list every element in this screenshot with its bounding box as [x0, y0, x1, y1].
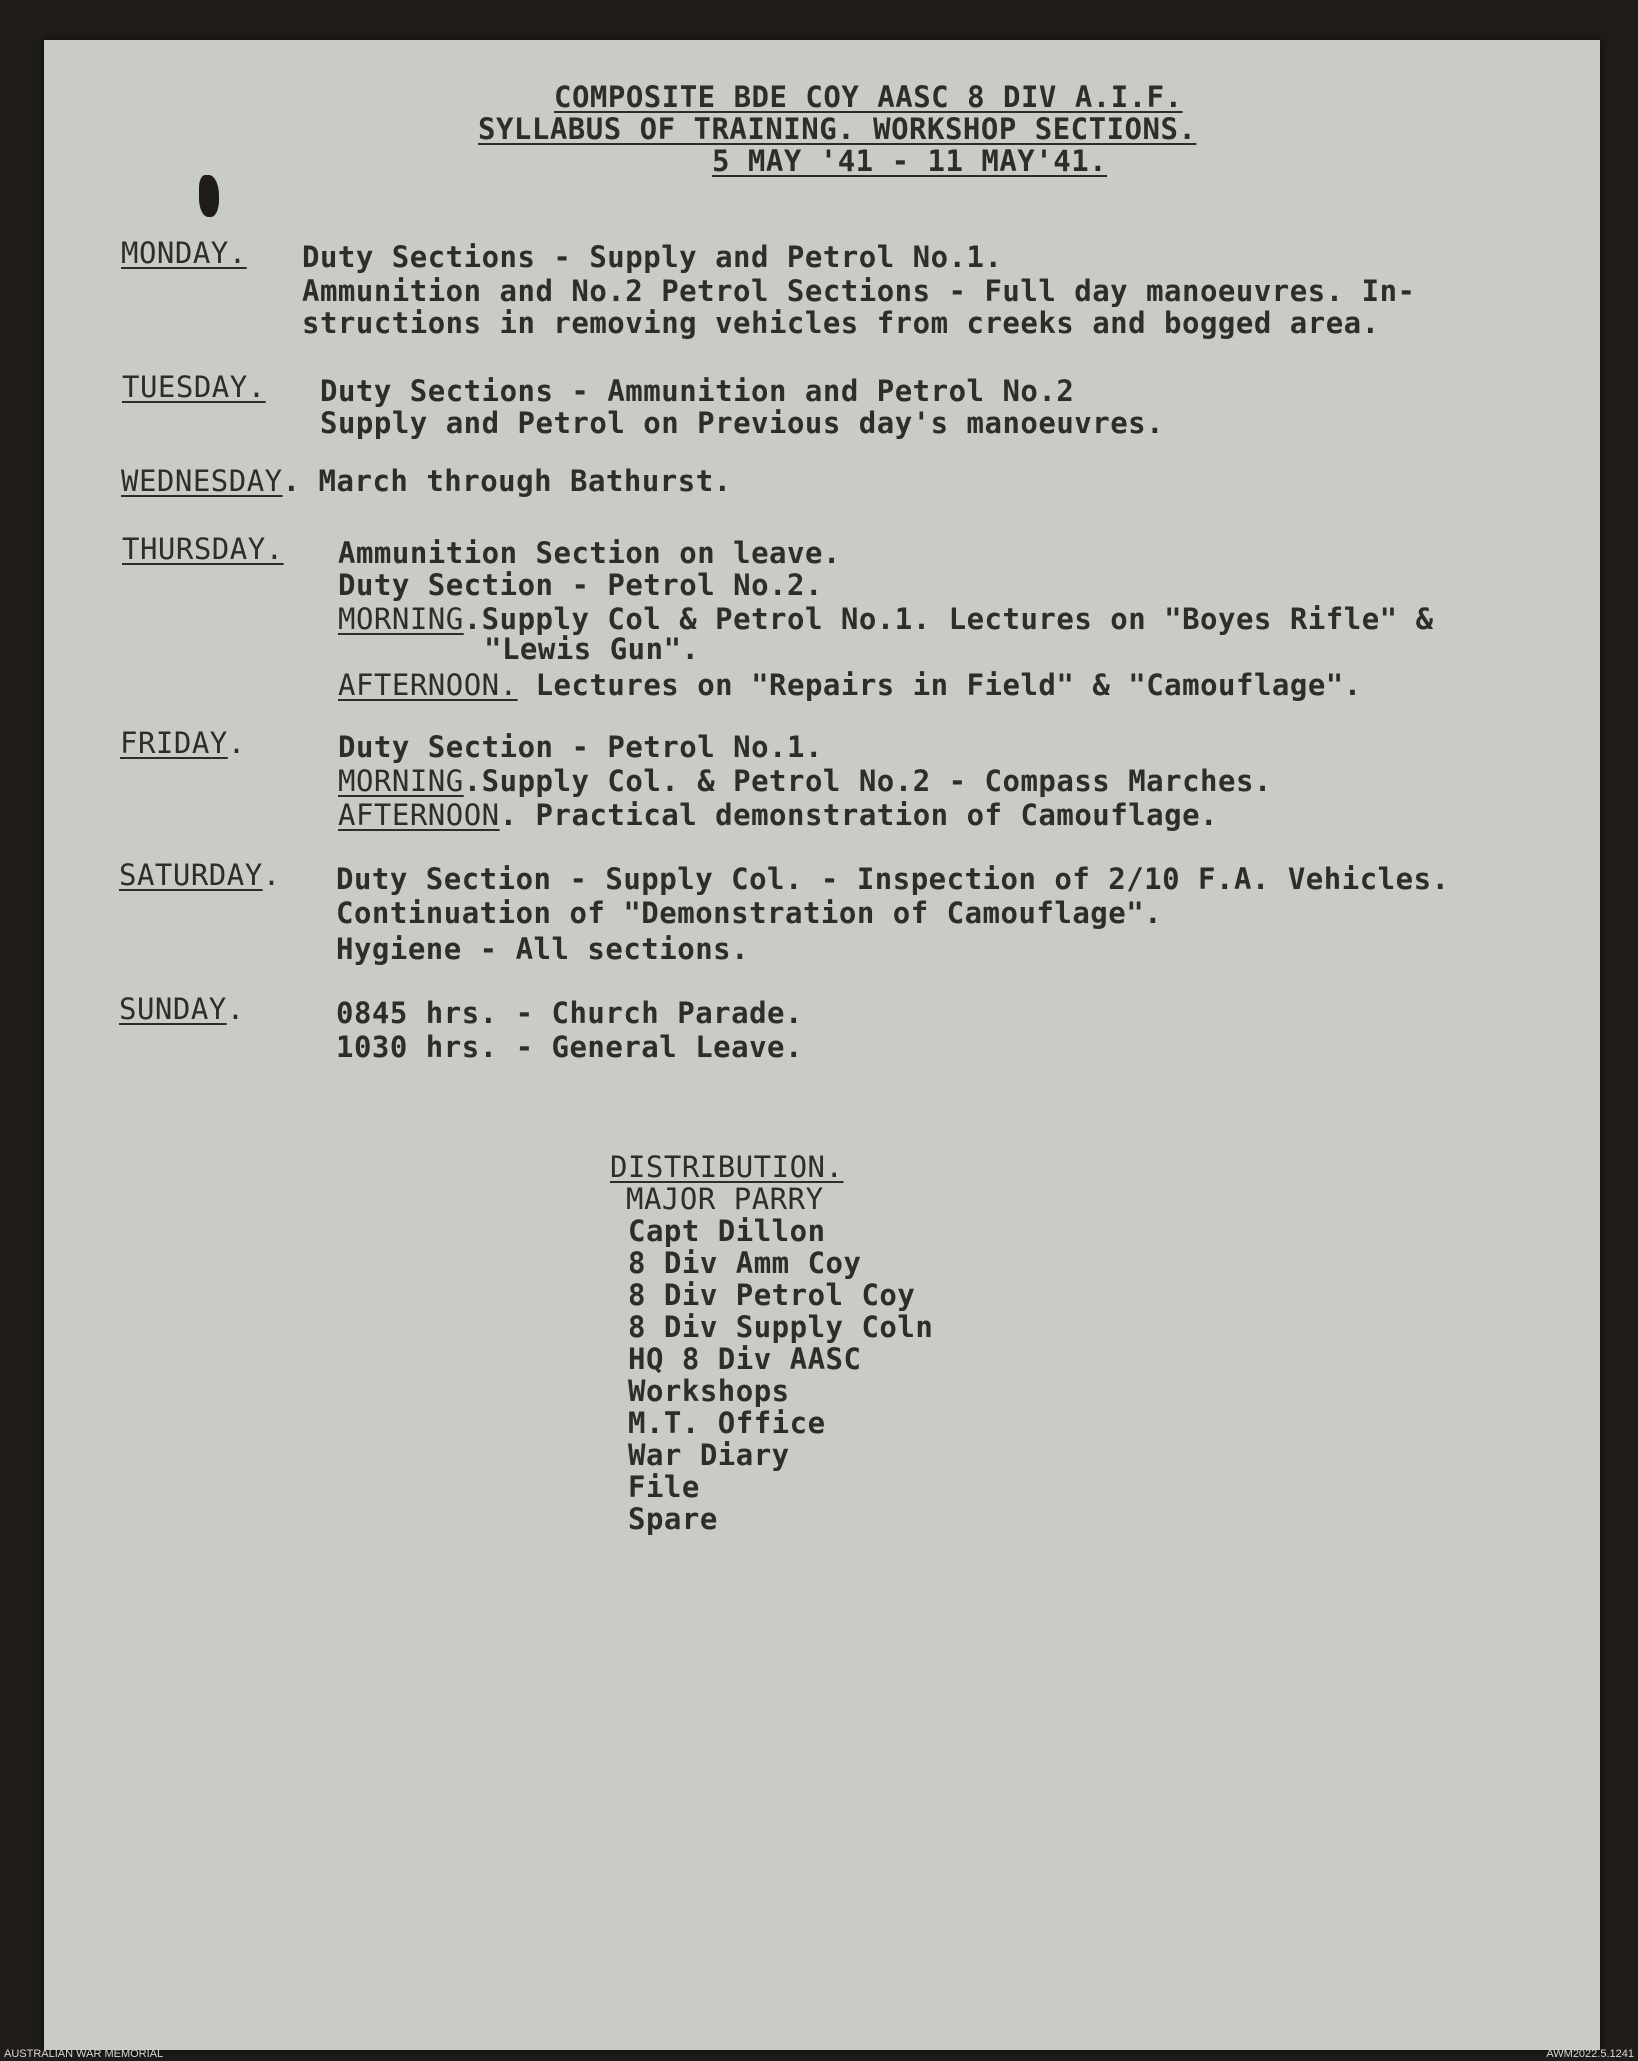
- monday-line-3: structions in removing vehicles from creeks and bogged area.: [302, 306, 1380, 340]
- day-saturday: SATURDAY: [119, 858, 263, 892]
- monday-line-1: Duty Sections - Supply and Petrol No.1.: [302, 240, 1003, 274]
- thursday-afternoon-text: Lectures on "Repairs in Field" & "Camouflage".: [517, 668, 1362, 702]
- distribution-item: Spare: [628, 1502, 718, 1536]
- thursday-line-1: Ammunition Section on leave.: [338, 536, 841, 570]
- friday-afternoon-label: AFTERNOON: [338, 798, 500, 832]
- distribution-item: 8 Div Petrol Coy: [628, 1278, 916, 1312]
- sunday-day-suffix: .: [226, 992, 245, 1026]
- tuesday-line-2: Supply and Petrol on Previous day's manoeuvres.: [320, 406, 1165, 440]
- thursday-morning-label: MORNING: [338, 602, 464, 636]
- friday-day-suffix: .: [227, 726, 246, 760]
- day-friday: FRIDAY: [120, 726, 228, 760]
- saturday-day-suffix: .: [262, 858, 281, 892]
- distribution-item: MAJOR PARRY: [626, 1182, 824, 1216]
- thursday-morning-text: .Supply Col & Petrol No.1. Lectures on "Boyes Rifle" &: [463, 602, 1434, 636]
- friday-morning-text: .Supply Col. & Petrol No.2 - Compass Marches.: [463, 764, 1272, 798]
- distribution-item: 8 Div Supply Coln: [628, 1310, 934, 1344]
- wednesday-line-1: . March through Bathurst.: [282, 464, 732, 498]
- friday-day-row: [120, 726, 246, 760]
- day-thursday: THURSDAY.: [122, 532, 284, 566]
- distribution-item: Capt Dillon: [628, 1214, 826, 1248]
- saturday-line-3: Hygiene - All sections.: [336, 932, 750, 966]
- distribution-item: 8 Div Amm Coy: [628, 1246, 862, 1280]
- day-sunday: SUNDAY: [119, 992, 227, 1026]
- tuesday-line-1: Duty Sections - Ammunition and Petrol No.2: [320, 374, 1075, 408]
- friday-line-1: Duty Section - Petrol No.1.: [338, 730, 823, 764]
- sunday-line-1: 0845 hrs. - Church Parade.: [336, 996, 803, 1030]
- distribution-item: File: [628, 1470, 700, 1504]
- saturday-line-2: Continuation of "Demonstration of Camouflage".: [336, 896, 1163, 930]
- saturday-line-1: Duty Section - Supply Col. - Inspection of 2/10 F.A. Vehicles.: [336, 862, 1450, 896]
- monday-line-2: Ammunition and No.2 Petrol Sections - Full day manoeuvres. In-: [302, 274, 1416, 308]
- torn-hole: [199, 175, 219, 217]
- wednesday-row: [121, 464, 732, 498]
- distribution-item: Workshops: [628, 1374, 790, 1408]
- day-wednesday: WEDNESDAY: [121, 464, 283, 498]
- archive-credit: AUSTRALIAN WAR MEMORIAL: [4, 2048, 164, 2060]
- header-title: COMPOSITE BDE COY AASC 8 DIV A.I.F.: [554, 80, 1183, 114]
- friday-morning-label: MORNING: [338, 764, 464, 798]
- distribution-item: War Diary: [628, 1438, 790, 1472]
- sunday-day-row: [119, 992, 245, 1026]
- friday-afternoon-text: . Practical demonstration of Camouflage.: [499, 798, 1219, 832]
- distribution-item: M.T. Office: [628, 1406, 826, 1440]
- friday-line-3: [338, 798, 1218, 832]
- distribution-item: HQ 8 Div AASC: [628, 1342, 862, 1376]
- sunday-line-2: 1030 hrs. - General Leave.: [336, 1030, 803, 1064]
- thursday-line-5: [338, 668, 1362, 702]
- day-monday: MONDAY.: [121, 236, 247, 270]
- friday-line-2: [338, 764, 1272, 798]
- header-dates: 5 MAY '41 - 11 MAY'41.: [712, 144, 1108, 178]
- saturday-day-row: [119, 858, 281, 892]
- header-subtitle: SYLLABUS OF TRAINING. WORKSHOP SECTIONS.: [478, 112, 1197, 146]
- archive-reference: AWM2022.5.1241: [1546, 2048, 1634, 2060]
- thursday-line-3: [338, 602, 1434, 636]
- thursday-line-2: Duty Section - Petrol No.2.: [338, 568, 823, 602]
- thursday-afternoon-label: AFTERNOON.: [338, 668, 518, 702]
- thursday-line-4: "Lewis Gun".: [484, 632, 700, 666]
- day-tuesday: TUESDAY.: [122, 370, 266, 404]
- document-page: [44, 40, 1600, 2050]
- distribution-title: DISTRIBUTION.: [610, 1150, 844, 1184]
